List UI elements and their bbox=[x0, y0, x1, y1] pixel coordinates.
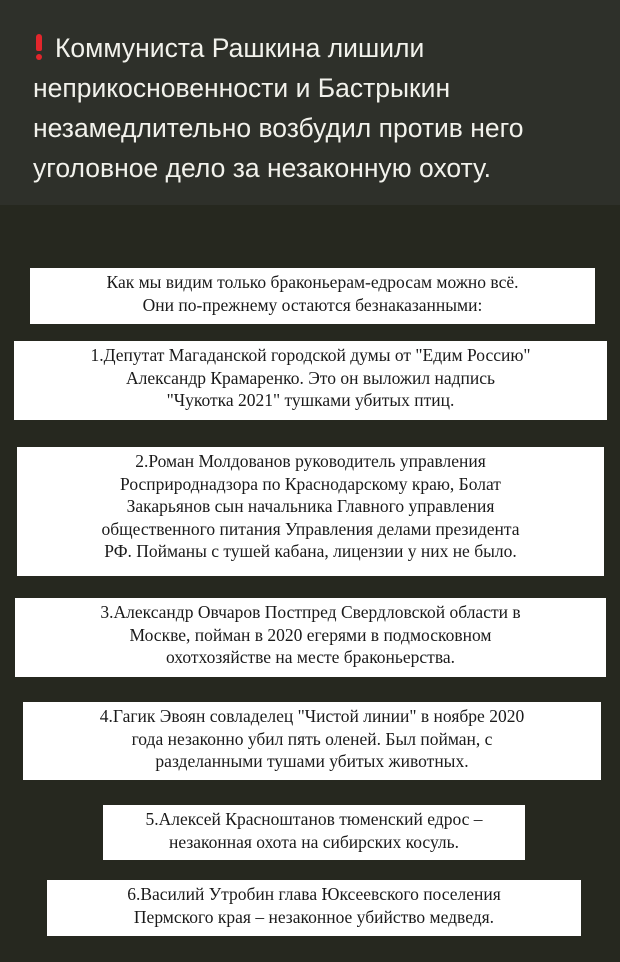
card-line: разделанными тушами убитых животных. bbox=[155, 751, 469, 771]
list-item-6-card bbox=[47, 880, 581, 936]
card-line: 5.Алексей Красноштанов тюменский едрос – bbox=[145, 809, 483, 829]
card-line: охотхозяйстве на месте браконьерства. bbox=[165, 647, 456, 667]
card-line: 2.Роман Молдованов руководитель управления bbox=[135, 451, 486, 471]
card-line: Росприроднадзора по Краснодарскому краю, Болат bbox=[120, 473, 501, 494]
intro-card bbox=[30, 268, 595, 324]
card-line: незаконная охота на сибирских косуль. bbox=[168, 831, 460, 852]
card-line: Пермского края – незаконное убийство медведя. bbox=[133, 906, 495, 927]
headline-line: уголовное дело за незаконную охоту. bbox=[33, 153, 491, 183]
card-line: 1.Депутат Магаданской городской думы от "Едим Россию" bbox=[90, 345, 531, 365]
list-item-2-card bbox=[17, 447, 604, 576]
card-line: общественного питания Управления делами президента bbox=[101, 518, 520, 539]
headline-line: незамедлительно возбудил против него bbox=[33, 113, 524, 143]
card-line: Как мы видим только браконьерам-едросам можно всё. bbox=[106, 272, 519, 292]
card-line: 3.Александр Овчаров Постпред Свердловской области в bbox=[100, 602, 521, 622]
card-line: РФ. Пойманы с тушей кабана, лицензии у них не было. bbox=[104, 541, 517, 561]
card-line: "Чукотка 2021" тушками убитых птиц. bbox=[166, 390, 455, 410]
list-item-1-card bbox=[14, 341, 607, 420]
card-line: Закарьянов сын начальника Главного управления bbox=[126, 496, 495, 516]
headline-line: Коммуниста Рашкина лишили bbox=[55, 33, 425, 63]
list-item-4-card bbox=[23, 702, 601, 780]
card-line: Они по-прежнему остаются безнаказанными: bbox=[142, 294, 483, 315]
list-item-3-card bbox=[15, 598, 606, 677]
card-line: 4.Гагик Эвоян совладелец "Чистой линии" в ноябре 2020 bbox=[99, 706, 525, 726]
card-line: Москве, пойман в 2020 егерями в подмосковном bbox=[129, 624, 492, 645]
card-line: года незаконно убил пять оленей. Был пойман, с bbox=[131, 728, 493, 749]
headline-line: неприкосновенности и Бастрыкин bbox=[33, 73, 451, 103]
card-line: 6.Василий Утробин глава Юксеевского поселения bbox=[127, 884, 501, 904]
card-line: Александр Крамаренко. Это он выложил надпись bbox=[126, 367, 495, 388]
headline bbox=[33, 28, 608, 188]
list-item-5-card bbox=[103, 805, 525, 860]
red-exclamation-icon bbox=[33, 34, 45, 60]
headline-banner bbox=[0, 0, 620, 205]
